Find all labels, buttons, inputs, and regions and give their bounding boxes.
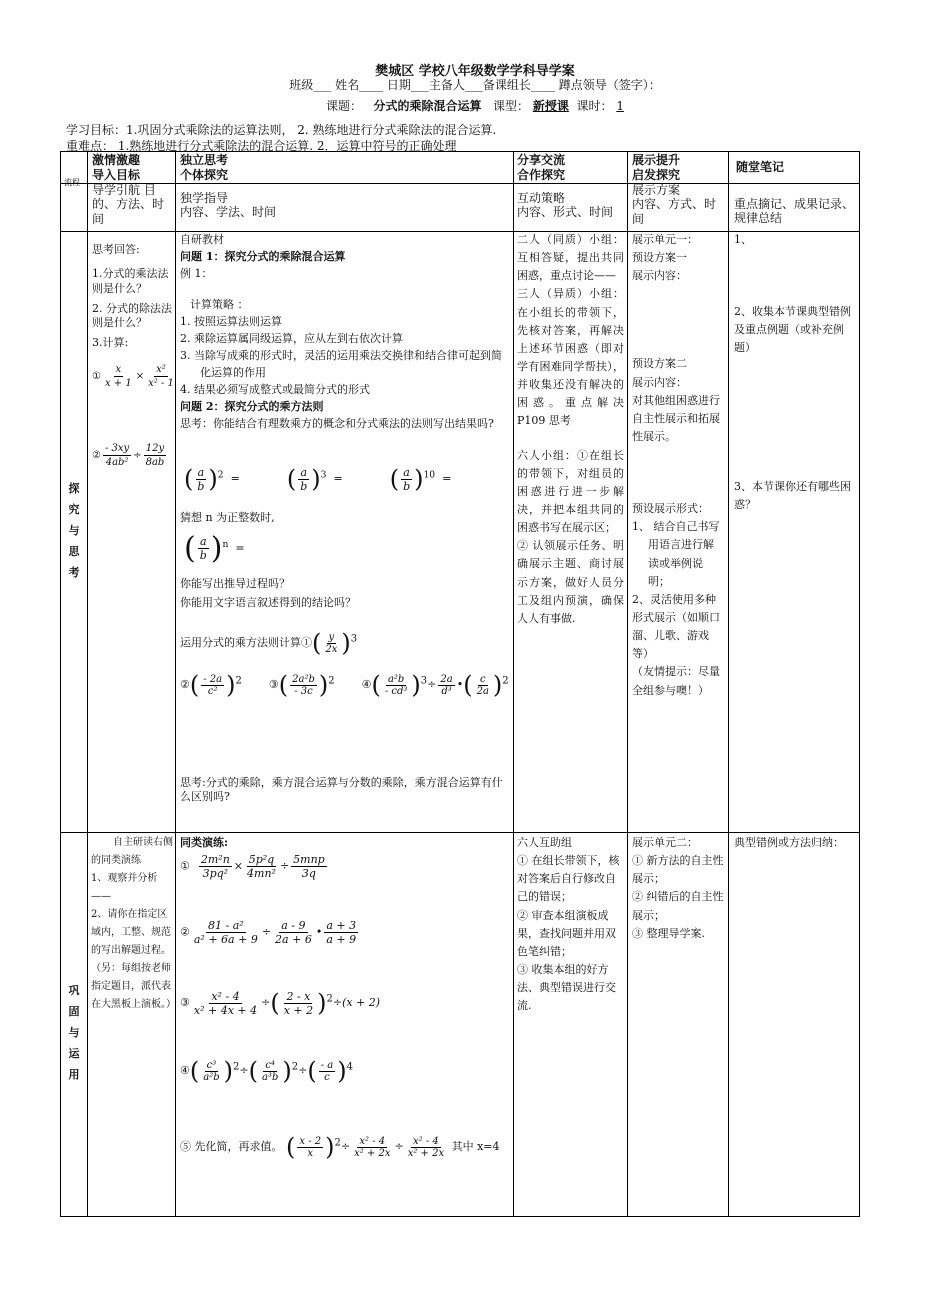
practice-4: ④( $\frac{\text{c³}}{\text{a²b}}$ )$^2$÷( $\frac{\text{c⁴}}{\text{a³b}}$ )$^2$÷( $\frac{- a}{c}$ )$^4$: [180, 1057, 353, 1085]
section2-col5: 典型错例或方法归纳：: [734, 836, 844, 849]
lesson-table: [60, 151, 860, 1217]
section1-label: 探 究 与 思 考: [68, 482, 80, 579]
section2-col1: 自主研读右侧的同类演练 1、观察并分析—— 2、请你在指定区域内，工整、规范的写出解题过程。（另：每组按老师指定题目，派代表在大黑板上演板。）: [91, 837, 176, 1010]
section1-col2: 自研教材 问题 1：探究分式的乘除混合运算 例 1： 计算策略 ： 1. 按照运算法则运算 2. 乘除运算属同级运算，应从左到右依次计算 3. 当除写成乘的形式时，灵活的运用乘法交换律和结合律可起到简化运算的作用 4. 结果必须写成整式或最简分式的形式 问题 2：探究分式的乘方法则 思考：你能结合有理数乘方的概念和分式乘法的法则写出结果吗?: [180, 233, 502, 431]
power-calc-1: 运用分式的乘方法则计算①( $\frac{y}{2x}$ )$^3$: [180, 629, 358, 657]
section1-col4: 展示单元一： 预设方案一 展示内容： 预设方案二 展示内容： 对其他组困惑进行自主性展示和拓展性展示。 预设展示形式： 1、 结合自己书写用语言进行解读或举例说明； 2、灵活使用多种形式展示（如顺口溜、儿歌、游戏等） （友情提示：尽量全组参与噢！）: [632, 233, 720, 697]
practice-1: ① $\frac{\text{2m²n}}{\text{3pq²}}$ × $\frac{\text{5p²q}}{\text{4mn²}}$ ÷ $\frac{\text{5mnp}}{3q}$: [180, 853, 325, 880]
power-examples: ( $\frac{a}{b}$ )$^2$ = ( $\frac{a}{b}$ )$^3$ = ( $\frac{a}{b}$ )$^{10}$ =: [184, 465, 452, 493]
power-n: ( $\frac{a}{b}$ )$^n$ =: [184, 531, 245, 566]
hours-label: 课时：: [576, 99, 613, 113]
flow-label: 流程: [64, 178, 80, 187]
info-line: 班级___ 姓名____ 日期___主备人___备课组长____ 蹲点领导（签字）：: [289, 78, 661, 92]
power-calc-2: ②( $\frac{- 2a}{\text{c²}}$ )$^2$ ③( $\frac{\text{2a²b}}{- 3c}$ )$^2$ ④( $\frac{\text{a²b}}{\text{- cd³}}$ )$^3$÷ $\frac{2a}{\text{d³}}$ •( $\frac{c}{2a}$ )$^2$: [180, 671, 509, 699]
topic-value: 分式的乘除混合运算: [373, 99, 482, 113]
section1-col3: 二人（同质）小组：互相答疑，提出共同困惑，重点讨论—— 三人（异质）小组：在小组长的带领下，先核对答案，再解决上述环节困惑（即对学有困难同学帮扶），并收集还没有解决的困惑。重点解决 P109 思考 六人小组：①在组长的带领下，对组员的困惑进行进一步解决，并把本组共同的困惑书写在展示区； ② 认领展示任务、明确展示主题、商讨展示方案，做好人员分工及组内预演，确保人人有事做.: [517, 233, 624, 625]
sub5: 重点摘记、成果记录、规律总结: [734, 197, 855, 226]
calc-1: ① $\frac{x}{x + 1}$ × $\frac{\text{x²}}{\text{x² - 1}}$: [92, 363, 174, 389]
section2-col4: 展示单元二： ① 新方法的自主性展示； ② 纠错后的自主性展示； ③ 整理导学案.: [632, 836, 724, 940]
key-points: 重难点： 1.熟练地进行分式乘除法的混合运算. 2．运算中符号的正确处理: [66, 139, 457, 153]
section1-col1: 思考回答: 1.分式的乘法法则是什么？ 2. 分式的除法法则是什么？ 3.计算: ① $\frac{x}{x + 1}$ × $\frac{\text{x²}}{\text{x² - 1}}$ ② $\frac{- 3xy}{\text{4ab²}}$ ÷ $\frac{12y}{8ab}$: [92, 243, 174, 468]
practice-2: ② $\frac{\text{81 - a²}}{\text{a² + 6a + 9}}$ ÷ $\frac{a - 9}{2a + 6}$ • $\frac{a + 3}{a + 9}$: [180, 919, 357, 946]
think-compare: 思考:分式的乘除，乘方混合运算与分数的乘除，乘方混合运算有什么区别吗?: [180, 776, 503, 804]
col1-header: 激情激趣 导入目标: [92, 153, 141, 182]
learning-goals: 学习目标：1.巩固分式乘除法的运算法则， 2. 熟练地进行分式乘除法的混合运算.: [66, 123, 497, 137]
col4-header: 展示提升 启发探究: [632, 153, 681, 182]
hours-value: 1: [616, 99, 624, 113]
topic-line: [0, 97, 950, 114]
practice-3: ③ $\frac{\text{x² - 4}}{\text{x² + 4x + 4}}$ ÷( $\frac{2 - x}{x + 2}$ )$^2$÷(x + 2): [180, 989, 381, 1017]
guess-line: 猜想 n 为正整数时,: [180, 511, 275, 524]
type-label: 课型：: [492, 99, 529, 113]
practice-5: ⑤ 先化简，再求值。 ( $\frac{x - 2}{x}$ )$^2$÷ $\frac{\text{x² - 4}}{\text{x² + 2x}}$ ÷ $\frac{\text{x² - 4}}{\text{x² + 2x}}$ 其中 x=4: [180, 1133, 500, 1161]
col2-header: 独立思考 个体探究: [180, 153, 229, 182]
section1-col5: 1、 2、收集本节课典型错例及重点例题（或补充例题） 3、本节课你还有哪些困惑？: [734, 233, 851, 511]
practice-title: 同类演练:: [180, 836, 229, 849]
sub3: 互动策略 内容、形式、时间: [517, 191, 614, 220]
sub4: 展示方案 内容、方式、时间: [632, 183, 717, 226]
sub2: 独学指导 内容、学法、时间: [180, 191, 277, 220]
section2-col3: 六人互助组 ① 在组长带领下，核对答案后自行修改自己的错误； ② 审查本组演板成果，查找问题并用双色笔纠错； ③ 收集本组的好方法、典型错误进行交流.: [517, 836, 620, 1013]
page-title: 樊城区 学校八年级数学学科导学案: [375, 64, 575, 79]
col3-header: 分享交流 合作探究: [517, 153, 566, 182]
section2-label: 巩 固 与 运 用: [68, 984, 80, 1081]
calc-2: ② $\frac{- 3xy}{\text{4ab²}}$ ÷ $\frac{12y}{8ab}$: [92, 442, 165, 468]
col5-header: 随堂笔记: [736, 160, 785, 174]
type-value: 新授课: [532, 99, 569, 113]
derivation-q: 你能写出推导过程吗？ 你能用文字语言叙述得到的结论吗？: [180, 577, 356, 610]
topic-label: 课题：: [326, 99, 363, 113]
sub1: 导学引航 目的、方法、时间: [92, 183, 165, 226]
